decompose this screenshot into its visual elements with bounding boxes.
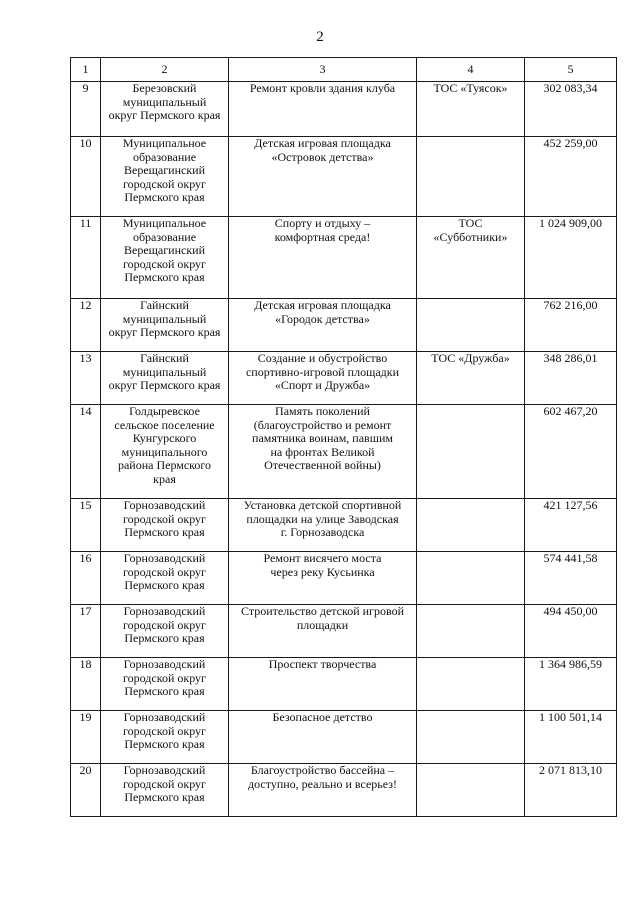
project-cell-line: памятника воинам, павшим [252,431,393,445]
project-cell-line: через реку Кусьинка [270,564,375,579]
project-cell-line: Благоустройство бассейна – [250,763,395,777]
tos-cell [417,137,525,217]
project-cell-line: площадки на улице Заводская [246,511,399,526]
municipality-cell-line: Муниципальное [122,136,207,150]
table-row [71,299,617,352]
municipality-cell [101,658,229,711]
project-cell-line: Отечественной войны) [264,458,381,472]
row-number: 18 [71,658,101,711]
municipality-cell-line: округ Пермского края [108,325,221,339]
project-cell [229,217,417,299]
column-header-2: 2 [101,58,229,82]
tos-cell-line: ТОС «Дружба» [431,351,510,365]
municipality-cell-line: муниципальный [122,94,207,109]
column-header-1: 1 [71,58,101,82]
project-cell-line: Детская игровая площадка [254,136,391,150]
municipality-cell-line: Кунгурского [132,431,197,445]
project-cell-line: Ремонт висячего моста [263,551,382,565]
municipality-cell [101,352,229,405]
municipality-cell-line: Голдыревское [129,404,200,418]
project-cell [229,352,417,405]
municipality-cell-line: Пермского края [124,790,205,804]
municipality-cell-line: Горнозаводский [123,498,206,512]
row-number: 13 [71,352,101,405]
table-row [71,552,617,605]
municipality-cell-line: Гайнский [140,351,189,365]
municipality-cell-line: Горнозаводский [123,763,206,777]
municipality-cell-line: Пермского края [124,684,205,698]
municipality-cell-line: городской округ [123,511,206,526]
project-cell-line: Спорту и отдыху – [274,216,371,230]
project-cell [229,552,417,605]
municipality-cell-line: городской округ [123,564,206,579]
header-row [71,58,617,82]
project-cell [229,82,417,137]
amount-cell: 574 441,58 [525,552,617,605]
tos-cell [417,552,525,605]
tos-cell-line: ТОС «Туясок» [433,81,508,95]
project-cell [229,499,417,552]
municipality-cell-line: городской округ [123,670,206,685]
amount-cell: 302 083,34 [525,82,617,137]
municipality-cell-line: края [153,471,176,486]
project-cell-line: на фронтах Великой [270,444,375,459]
municipality-cell-line: Пермского края [124,190,205,204]
row-number: 11 [71,217,101,299]
tos-cell-line: ТОС [458,216,483,230]
municipality-cell-line: Горнозаводский [123,657,206,671]
row-number: 19 [71,711,101,764]
row-number: 9 [71,82,101,137]
row-number: 17 [71,605,101,658]
column-header-4: 4 [417,58,525,82]
row-number: 20 [71,764,101,817]
project-cell-line: Безопасное детство [272,710,373,724]
municipality-cell-line: образование [132,229,197,244]
table-row [71,499,617,552]
tos-cell [417,605,525,658]
table-row [71,352,617,405]
table-row [71,658,617,711]
municipality-cell-line: округ Пермского края [108,378,221,392]
project-cell-line: Ремонт кровли здания клуба [249,81,396,95]
amount-cell: 2 071 813,10 [525,764,617,817]
project-cell [229,605,417,658]
municipality-cell-line: Пермского края [124,525,205,539]
municipality-cell [101,405,229,499]
project-cell [229,405,417,499]
municipality-cell [101,299,229,352]
amount-cell: 602 467,20 [525,405,617,499]
municipality-cell-line: городской округ [123,256,206,271]
municipality-cell-line: Верещагинский [124,163,205,177]
table-row [71,605,617,658]
municipality-cell-line: муниципальный [122,364,207,379]
tos-cell [417,711,525,764]
row-number: 12 [71,299,101,352]
project-cell [229,137,417,217]
table-row [71,82,617,137]
municipality-cell-line: района Пермского [117,458,212,472]
municipality-cell-line: Верещагинский [124,243,205,257]
municipality-cell [101,217,229,299]
municipality-cell-line: Горнозаводский [123,710,206,724]
project-cell-line: Установка детской спортивной [243,498,402,512]
tos-cell [417,405,525,499]
municipality-cell [101,552,229,605]
municipality-cell-line: Пермского края [124,631,205,645]
table-row [71,405,617,499]
project-cell-line: Проспект творчества [268,657,377,671]
municipality-cell-line: Горнозаводский [123,604,206,618]
table-row [71,137,617,217]
row-number: 14 [71,405,101,499]
municipality-cell-line: городской округ [123,176,206,191]
municipality-cell-line: городской округ [123,617,206,632]
row-number: 15 [71,499,101,552]
amount-cell: 452 259,00 [525,137,617,217]
municipality-cell-line: городской округ [123,776,206,791]
municipality-cell-line: Пермского края [124,737,205,751]
column-header-3: 3 [229,58,417,82]
row-number: 16 [71,552,101,605]
tos-cell [417,352,525,405]
project-cell [229,658,417,711]
municipality-cell-line: Березовский [132,81,197,95]
tos-cell [417,658,525,711]
projects-table [70,57,617,817]
table-row [71,217,617,299]
amount-cell: 762 216,00 [525,299,617,352]
municipality-cell-line: Пермского края [124,270,205,284]
municipality-cell-line: Пермского края [124,578,205,592]
project-cell-line: Создание и обустройство [257,351,388,365]
municipality-cell [101,499,229,552]
amount-cell: 1 024 909,00 [525,217,617,299]
page-number: 2 [316,29,324,45]
municipality-cell [101,605,229,658]
project-cell-line: (благоустройство и ремонт [253,417,392,432]
amount-cell: 1 100 501,14 [525,711,617,764]
municipality-cell-line: муниципальный [122,311,207,326]
municipality-cell-line: городской округ [123,723,206,738]
project-cell [229,764,417,817]
project-cell-line: комфортная среда! [274,229,371,244]
project-cell-line: «Городок детства» [275,311,370,326]
column-header-5: 5 [525,58,617,82]
project-cell-line: Память поколений [275,404,370,418]
table-row [71,764,617,817]
project-cell-line: г. Горнозаводска [280,525,365,539]
municipality-cell-line: сельское поселение [114,417,215,432]
amount-cell: 494 450,00 [525,605,617,658]
municipality-cell-line: Гайнский [140,298,189,312]
municipality-cell [101,137,229,217]
project-cell [229,711,417,764]
project-cell [229,299,417,352]
project-cell-line: площадки [296,617,349,632]
amount-cell: 421 127,56 [525,499,617,552]
municipality-cell [101,711,229,764]
municipality-cell-line: Муниципальное [122,216,207,230]
municipality-cell-line: Горнозаводский [123,551,206,565]
tos-cell [417,764,525,817]
municipality-cell [101,764,229,817]
tos-cell [417,82,525,137]
tos-cell [417,499,525,552]
project-cell-line: Строительство детской игровой [241,604,404,618]
project-cell-line: «Спорт и Дружба» [274,378,371,392]
amount-cell: 348 286,01 [525,352,617,405]
tos-cell [417,299,525,352]
municipality-cell-line: образование [132,149,197,164]
project-cell-line: «Островок детства» [271,149,374,164]
project-cell-line: доступно, реально и всерьез! [248,776,397,791]
amount-cell: 1 364 986,59 [525,658,617,711]
table-row [71,711,617,764]
municipality-cell-line: округ Пермского края [108,108,221,122]
municipality-cell-line: муниципального [121,444,208,459]
project-cell-line: Детская игровая площадка [254,298,391,312]
tos-cell-line: «Субботники» [433,229,508,244]
row-number: 10 [71,137,101,217]
tos-cell [417,217,525,299]
municipality-cell [101,82,229,137]
project-cell-line: спортивно-игровой площадки [245,364,400,379]
